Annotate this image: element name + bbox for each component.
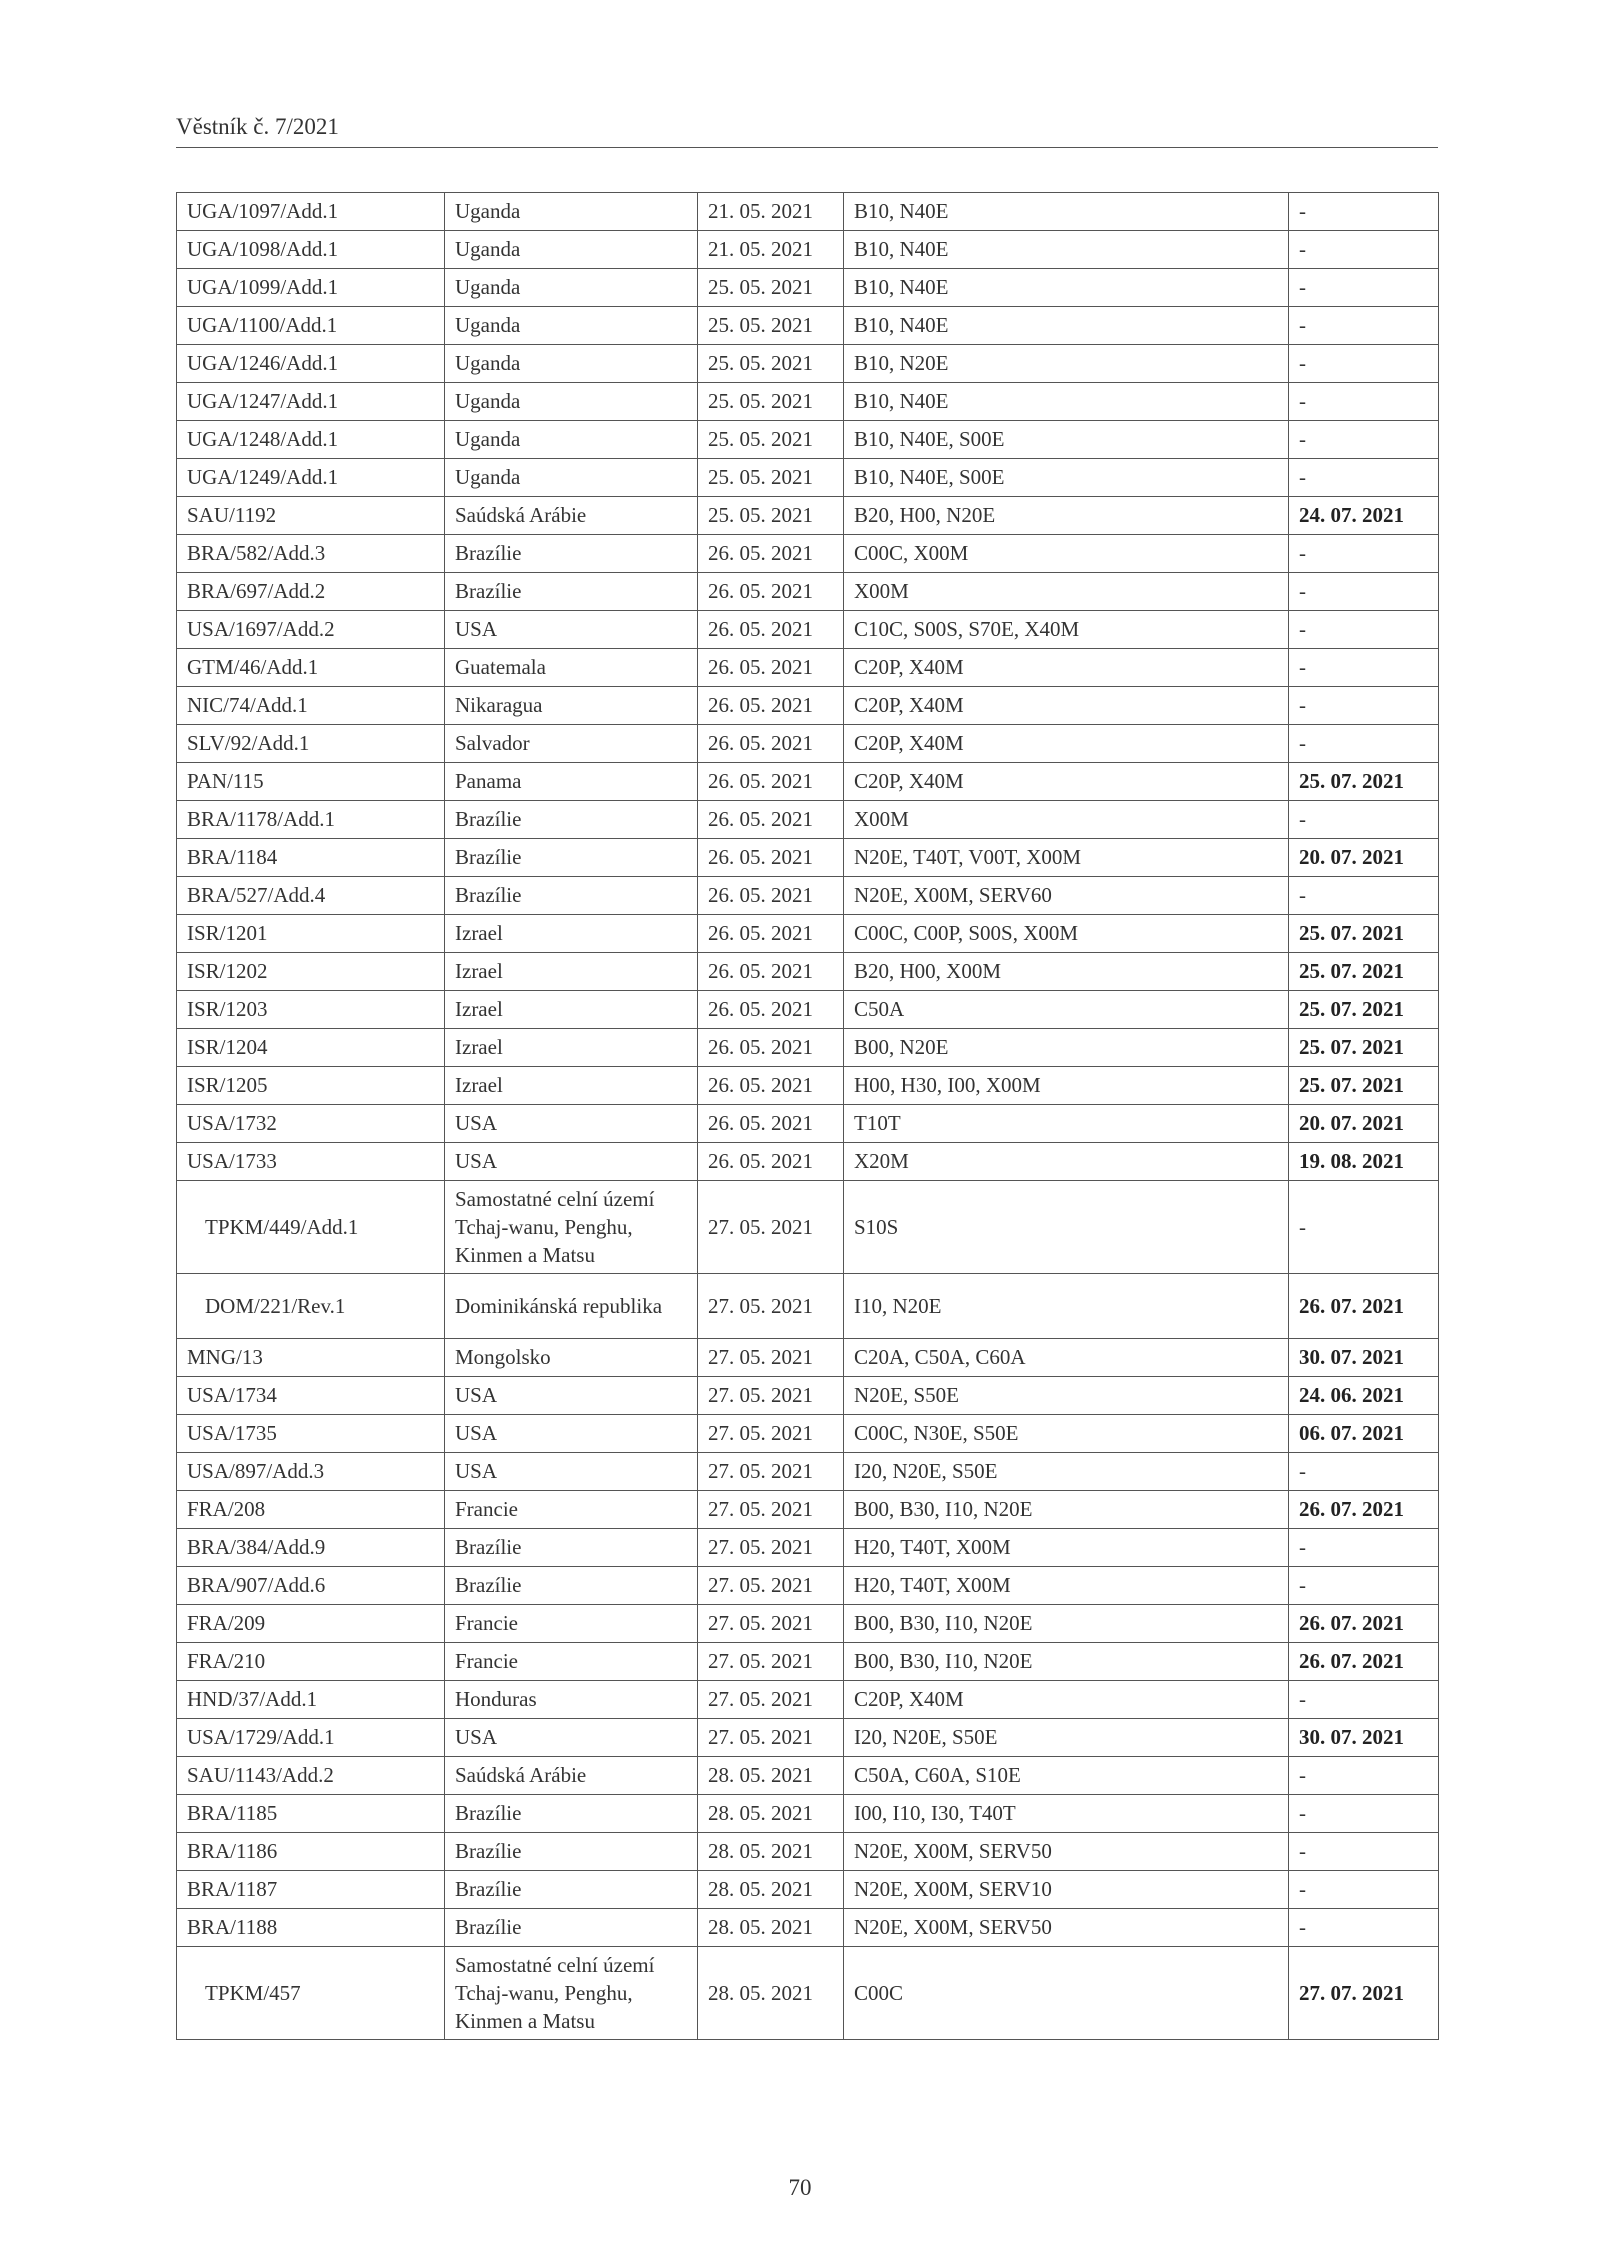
notification-date: 25. 05. 2021 [698,383,844,421]
table-row [177,611,1439,649]
comment-deadline: - [1289,307,1439,345]
comment-deadline: 06. 07. 2021 [1289,1415,1439,1453]
notification-date: 26. 05. 2021 [698,725,844,763]
table-row [177,1605,1439,1643]
notification-code: UGA/1248/Add.1 [177,421,445,459]
notification-code: SAU/1192 [177,497,445,535]
table-row [177,839,1439,877]
table-row [177,1274,1439,1339]
product-codes: C20A, C50A, C60A [844,1339,1289,1377]
notification-code: BRA/527/Add.4 [177,877,445,915]
product-codes: B10, N40E [844,307,1289,345]
country-name: USA [445,611,698,649]
table-row [177,649,1439,687]
table-row [177,915,1439,953]
product-codes: I20, N20E, S50E [844,1453,1289,1491]
product-codes: I20, N20E, S50E [844,1719,1289,1757]
comment-deadline: - [1289,725,1439,763]
country-name: Uganda [445,345,698,383]
product-codes: B10, N40E [844,231,1289,269]
notification-date: 28. 05. 2021 [698,1757,844,1795]
product-codes: B10, N40E [844,269,1289,307]
notification-date: 28. 05. 2021 [698,1833,844,1871]
country-name: USA [445,1415,698,1453]
table-row [177,725,1439,763]
comment-deadline: - [1289,535,1439,573]
country-name: Saúdská Arábie [445,497,698,535]
comment-deadline: - [1289,573,1439,611]
notification-date: 26. 05. 2021 [698,915,844,953]
notification-date: 25. 05. 2021 [698,269,844,307]
notification-date: 25. 05. 2021 [698,307,844,345]
country-name: Brazílie [445,801,698,839]
notification-date: 25. 05. 2021 [698,421,844,459]
product-codes: C20P, X40M [844,725,1289,763]
product-codes: H20, T40T, X00M [844,1529,1289,1567]
product-codes: B00, B30, I10, N20E [844,1643,1289,1681]
notification-code: BRA/1187 [177,1871,445,1909]
notification-code: SAU/1143/Add.2 [177,1757,445,1795]
notification-date: 26. 05. 2021 [698,801,844,839]
notification-date: 26. 05. 2021 [698,839,844,877]
comment-deadline: - [1289,1871,1439,1909]
comment-deadline: 26. 07. 2021 [1289,1274,1439,1339]
notification-code: UGA/1097/Add.1 [177,193,445,231]
country-name: Mongolsko [445,1339,698,1377]
notification-code: USA/1732 [177,1105,445,1143]
notification-date: 25. 05. 2021 [698,497,844,535]
notification-code: SLV/92/Add.1 [177,725,445,763]
country-name: Brazílie [445,535,698,573]
journal-title: Věstník č. 7/2021 [176,114,339,139]
table-row [177,763,1439,801]
table-row [177,497,1439,535]
table-row [177,687,1439,725]
country-name: Izrael [445,953,698,991]
notification-code: BRA/697/Add.2 [177,573,445,611]
notification-date: 26. 05. 2021 [698,535,844,573]
notification-code: ISR/1202 [177,953,445,991]
table-row [177,1029,1439,1067]
notification-date: 27. 05. 2021 [698,1681,844,1719]
country-name: Izrael [445,1029,698,1067]
table-row [177,573,1439,611]
notification-date: 27. 05. 2021 [698,1719,844,1757]
notification-date: 26. 05. 2021 [698,649,844,687]
comment-deadline: - [1289,421,1439,459]
product-codes: N20E, S50E [844,1377,1289,1415]
notification-date: 26. 05. 2021 [698,1105,844,1143]
table-row [177,1529,1439,1567]
product-codes: I10, N20E [844,1274,1289,1339]
comment-deadline: - [1289,877,1439,915]
country-name: Panama [445,763,698,801]
comment-deadline: 27. 07. 2021 [1289,1947,1439,2040]
product-codes: S10S [844,1181,1289,1274]
country-name: Uganda [445,383,698,421]
notification-code: USA/897/Add.3 [177,1453,445,1491]
comment-deadline: - [1289,1909,1439,1947]
country-name: Uganda [445,307,698,345]
notifications-table-body [177,193,1439,2040]
notification-date: 27. 05. 2021 [698,1605,844,1643]
product-codes: N20E, X00M, SERV50 [844,1833,1289,1871]
notification-code: DOM/221/Rev.1 [177,1274,445,1339]
notification-date: 27. 05. 2021 [698,1453,844,1491]
table-row [177,269,1439,307]
comment-deadline: - [1289,611,1439,649]
product-codes: C20P, X40M [844,649,1289,687]
comment-deadline: 25. 07. 2021 [1289,953,1439,991]
comment-deadline: 24. 07. 2021 [1289,497,1439,535]
table-row [177,953,1439,991]
notification-code: BRA/1186 [177,1833,445,1871]
product-codes: T10T [844,1105,1289,1143]
notification-code: UGA/1246/Add.1 [177,345,445,383]
table-row [177,421,1439,459]
notification-date: 26. 05. 2021 [698,991,844,1029]
country-name: Uganda [445,269,698,307]
notification-date: 28. 05. 2021 [698,1909,844,1947]
notification-code: TPKM/449/Add.1 [177,1181,445,1274]
product-codes: B10, N40E [844,193,1289,231]
product-codes: C00C, N30E, S50E [844,1415,1289,1453]
table-row [177,1567,1439,1605]
notification-date: 26. 05. 2021 [698,1067,844,1105]
product-codes: B00, B30, I10, N20E [844,1491,1289,1529]
comment-deadline: - [1289,801,1439,839]
notification-date: 26. 05. 2021 [698,1143,844,1181]
table-row [177,1719,1439,1757]
comment-deadline: - [1289,193,1439,231]
comment-deadline: - [1289,1529,1439,1567]
table-row [177,877,1439,915]
product-codes: C20P, X40M [844,1681,1289,1719]
product-codes: N20E, X00M, SERV10 [844,1871,1289,1909]
page-header [176,112,1438,148]
comment-deadline: - [1289,687,1439,725]
table-row [177,1871,1439,1909]
table-row [177,991,1439,1029]
comment-deadline: 20. 07. 2021 [1289,1105,1439,1143]
table-row [177,1339,1439,1377]
country-name: Nikaragua [445,687,698,725]
notification-date: 26. 05. 2021 [698,611,844,649]
notification-date: 26. 05. 2021 [698,687,844,725]
comment-deadline: 19. 08. 2021 [1289,1143,1439,1181]
notification-code: BRA/384/Add.9 [177,1529,445,1567]
notification-code: ISR/1205 [177,1067,445,1105]
notification-date: 26. 05. 2021 [698,877,844,915]
notification-code: UGA/1249/Add.1 [177,459,445,497]
notification-code: BRA/907/Add.6 [177,1567,445,1605]
table-row [177,307,1439,345]
table-row [177,1757,1439,1795]
country-name: Brazílie [445,839,698,877]
product-codes: C00C, C00P, S00S, X00M [844,915,1289,953]
table-row [177,1181,1439,1274]
notification-code: UGA/1100/Add.1 [177,307,445,345]
notifications-table [176,192,1439,2040]
notification-code: BRA/1188 [177,1909,445,1947]
product-codes: B00, B30, I10, N20E [844,1605,1289,1643]
comment-deadline: 20. 07. 2021 [1289,839,1439,877]
notification-code: USA/1734 [177,1377,445,1415]
notification-date: 21. 05. 2021 [698,231,844,269]
product-codes: X20M [844,1143,1289,1181]
notification-code: BRA/1185 [177,1795,445,1833]
product-codes: C50A [844,991,1289,1029]
notification-date: 26. 05. 2021 [698,763,844,801]
country-name: USA [445,1105,698,1143]
product-codes: C00C [844,1947,1289,2040]
product-codes: H20, T40T, X00M [844,1567,1289,1605]
table-row [177,1681,1439,1719]
country-name: Salvador [445,725,698,763]
country-name: Brazílie [445,877,698,915]
notification-code: USA/1697/Add.2 [177,611,445,649]
table-row [177,1909,1439,1947]
notification-date: 27. 05. 2021 [698,1529,844,1567]
country-name: Francie [445,1605,698,1643]
country-name: Uganda [445,193,698,231]
country-name: Honduras [445,1681,698,1719]
notification-code: PAN/115 [177,763,445,801]
notification-code: USA/1733 [177,1143,445,1181]
country-name: Brazílie [445,1909,698,1947]
product-codes: N20E, T40T, V00T, X00M [844,839,1289,877]
notification-date: 26. 05. 2021 [698,573,844,611]
comment-deadline: 30. 07. 2021 [1289,1719,1439,1757]
country-name: Brazílie [445,1833,698,1871]
country-name: USA [445,1143,698,1181]
notification-date: 27. 05. 2021 [698,1643,844,1681]
table-row [177,1453,1439,1491]
notification-date: 28. 05. 2021 [698,1947,844,2040]
page-footer [0,2175,1600,2201]
country-name: USA [445,1453,698,1491]
notification-date: 27. 05. 2021 [698,1377,844,1415]
notification-code: ISR/1204 [177,1029,445,1067]
country-name: Izrael [445,1067,698,1105]
notification-code: ISR/1203 [177,991,445,1029]
country-name: Uganda [445,231,698,269]
table-row [177,231,1439,269]
notification-code: USA/1729/Add.1 [177,1719,445,1757]
product-codes: B10, N40E, S00E [844,421,1289,459]
notification-code: FRA/209 [177,1605,445,1643]
table-row [177,383,1439,421]
table-row [177,1947,1439,2040]
table-row [177,1491,1439,1529]
table-row [177,1643,1439,1681]
country-name: Saúdská Arábie [445,1757,698,1795]
table-row [177,1795,1439,1833]
table-row [177,1143,1439,1181]
table-row [177,535,1439,573]
comment-deadline: - [1289,649,1439,687]
table-row [177,1415,1439,1453]
table-row [177,459,1439,497]
country-name: Izrael [445,915,698,953]
notification-code: NIC/74/Add.1 [177,687,445,725]
comment-deadline: 26. 07. 2021 [1289,1491,1439,1529]
notification-code: BRA/1184 [177,839,445,877]
comment-deadline: 25. 07. 2021 [1289,991,1439,1029]
product-codes: C00C, X00M [844,535,1289,573]
product-codes: C50A, C60A, S10E [844,1757,1289,1795]
comment-deadline: 30. 07. 2021 [1289,1339,1439,1377]
notification-date: 27. 05. 2021 [698,1339,844,1377]
product-codes: I00, I10, I30, T40T [844,1795,1289,1833]
country-name: Samostatné celní území Tchaj-wanu, Penghu, Kinmen a Matsu [445,1947,698,2040]
comment-deadline: - [1289,383,1439,421]
comment-deadline: - [1289,1795,1439,1833]
notification-code: UGA/1247/Add.1 [177,383,445,421]
country-name: Izrael [445,991,698,1029]
notification-code: BRA/1178/Add.1 [177,801,445,839]
country-name: Guatemala [445,649,698,687]
product-codes: B10, N40E, S00E [844,459,1289,497]
comment-deadline: - [1289,345,1439,383]
country-name: Brazílie [445,1529,698,1567]
notification-code: BRA/582/Add.3 [177,535,445,573]
table-row [177,1067,1439,1105]
notification-code: TPKM/457 [177,1947,445,2040]
table-row [177,1833,1439,1871]
notification-date: 26. 05. 2021 [698,1029,844,1067]
comment-deadline: - [1289,231,1439,269]
notification-date: 28. 05. 2021 [698,1871,844,1909]
notification-date: 27. 05. 2021 [698,1181,844,1274]
comment-deadline: - [1289,1181,1439,1274]
country-name: Uganda [445,459,698,497]
country-name: Brazílie [445,1795,698,1833]
product-codes: X00M [844,573,1289,611]
country-name: Samostatné celní území Tchaj-wanu, Penghu, Kinmen a Matsu [445,1181,698,1274]
country-name: Francie [445,1491,698,1529]
notification-code: MNG/13 [177,1339,445,1377]
comment-deadline: - [1289,1681,1439,1719]
notification-code: FRA/210 [177,1643,445,1681]
country-name: USA [445,1719,698,1757]
notification-date: 27. 05. 2021 [698,1415,844,1453]
notification-date: 21. 05. 2021 [698,193,844,231]
comment-deadline: 25. 07. 2021 [1289,1067,1439,1105]
country-name: Francie [445,1643,698,1681]
product-codes: C20P, X40M [844,687,1289,725]
comment-deadline: 25. 07. 2021 [1289,915,1439,953]
product-codes: B10, N20E [844,345,1289,383]
notification-code: UGA/1099/Add.1 [177,269,445,307]
table-row [177,345,1439,383]
page-number: 70 [788,2175,812,2200]
product-codes: N20E, X00M, SERV50 [844,1909,1289,1947]
notification-code: UGA/1098/Add.1 [177,231,445,269]
notification-code: FRA/208 [177,1491,445,1529]
comment-deadline: 25. 07. 2021 [1289,763,1439,801]
comment-deadline: - [1289,1567,1439,1605]
comment-deadline: 26. 07. 2021 [1289,1643,1439,1681]
notification-date: 25. 05. 2021 [698,345,844,383]
country-name: USA [445,1377,698,1415]
product-codes: B10, N40E [844,383,1289,421]
product-codes: C20P, X40M [844,763,1289,801]
notification-date: 28. 05. 2021 [698,1795,844,1833]
table-row [177,801,1439,839]
country-name: Dominikánská republika [445,1274,698,1339]
product-codes: B00, N20E [844,1029,1289,1067]
table-row [177,193,1439,231]
notification-date: 27. 05. 2021 [698,1567,844,1605]
table-row [177,1105,1439,1143]
comment-deadline: 24. 06. 2021 [1289,1377,1439,1415]
notification-code: ISR/1201 [177,915,445,953]
notification-date: 27. 05. 2021 [698,1491,844,1529]
comment-deadline: 25. 07. 2021 [1289,1029,1439,1067]
comment-deadline: - [1289,1453,1439,1491]
table-row [177,1377,1439,1415]
country-name: Brazílie [445,1567,698,1605]
product-codes: C10C, S00S, S70E, X40M [844,611,1289,649]
comment-deadline: - [1289,269,1439,307]
product-codes: N20E, X00M, SERV60 [844,877,1289,915]
comment-deadline: - [1289,459,1439,497]
notification-date: 27. 05. 2021 [698,1274,844,1339]
product-codes: H00, H30, I00, X00M [844,1067,1289,1105]
notification-code: HND/37/Add.1 [177,1681,445,1719]
comment-deadline: - [1289,1833,1439,1871]
notification-code: USA/1735 [177,1415,445,1453]
comment-deadline: 26. 07. 2021 [1289,1605,1439,1643]
country-name: Uganda [445,421,698,459]
country-name: Brazílie [445,573,698,611]
notification-date: 26. 05. 2021 [698,953,844,991]
notification-code: GTM/46/Add.1 [177,649,445,687]
country-name: Brazílie [445,1871,698,1909]
product-codes: B20, H00, X00M [844,953,1289,991]
comment-deadline: - [1289,1757,1439,1795]
product-codes: B20, H00, N20E [844,497,1289,535]
notification-date: 25. 05. 2021 [698,459,844,497]
product-codes: X00M [844,801,1289,839]
